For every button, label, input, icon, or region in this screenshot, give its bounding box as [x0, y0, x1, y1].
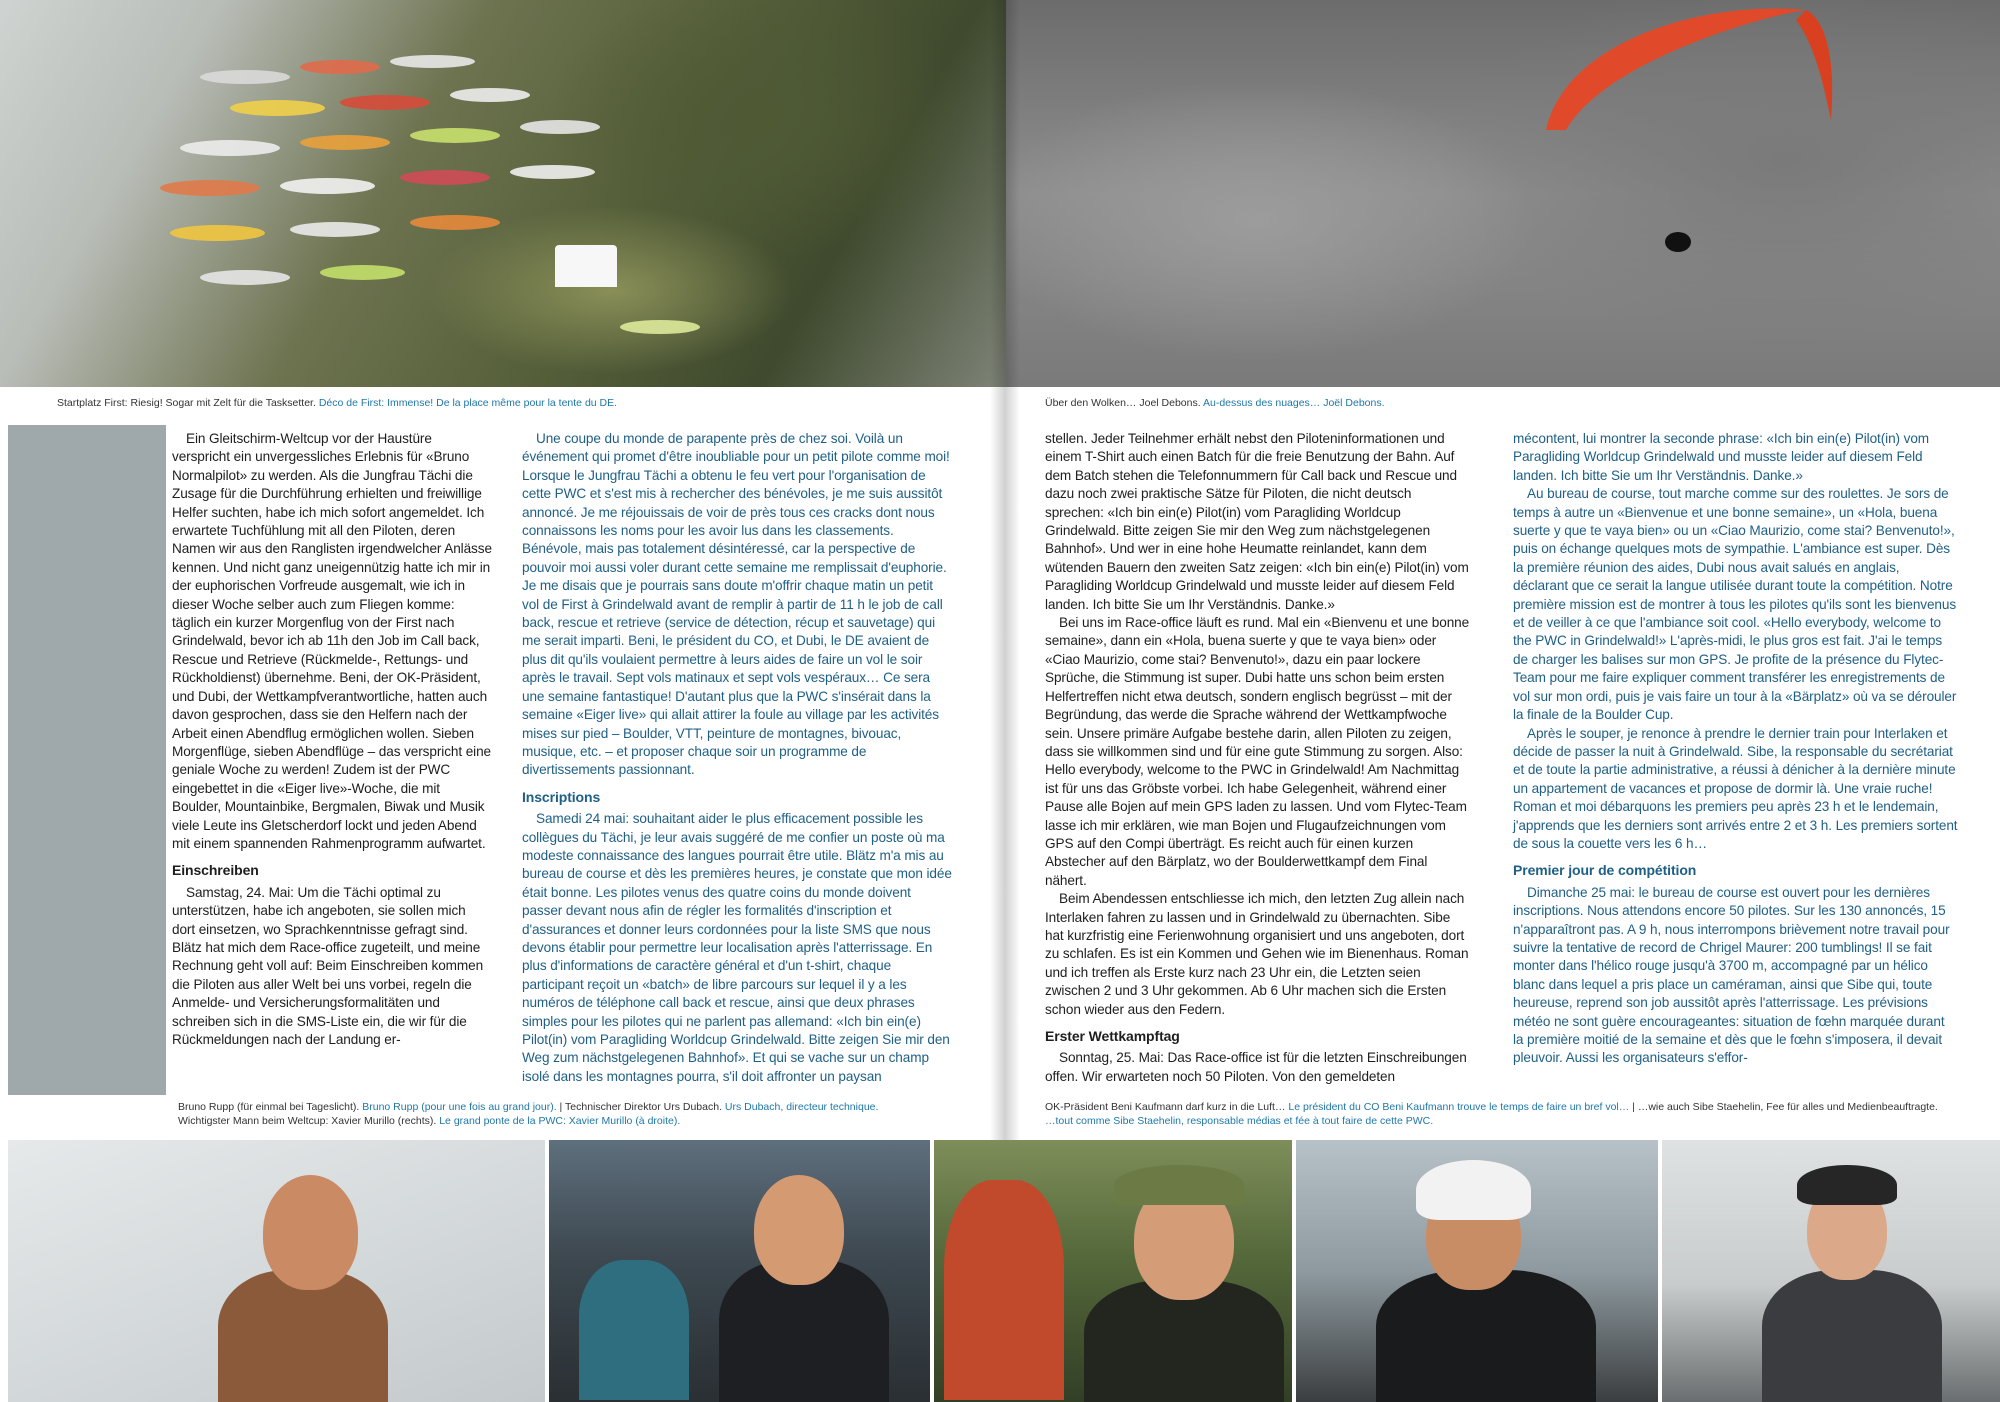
- caption-fr: Déco de First: Immense! De la place même pour la tente du DE.: [318, 397, 618, 409]
- paragraph: Au bureau de course, tout marche comme sur des roulettes. Je sors de temps à autre un «Bienvenue et une bonne semaine», un «Hola, buena suerte y que te vaya bien» ou un «Ciao Maurizio, come stai? Benvenuto!», puis on échange quelques mots de sympathie. L'ambiance est super. Dès la première réunion des aides, Dubi nous avait salués en anglais, déclarant que ce serait la langue utilisée durant toute la compétition. Notre première mission est de montrer à tous les pilotes qu'ils sont les bienvenus et de veiller à ce que l'ambiance soit cool. «Hello everybody, welcome to the PWC in Grindelwald!» L'après-midi, le plus gros est fait. J'ai le temps de charger les balises sur mon GPS. Je profite de la présence du Flytec-Team pour me faire expliquer comment transférer les enregistrements de vol sur mon ordi, puis je vais faire un tour à la «Bärplatz» où va se dérouler la finale de la Boulder Cup.: [1513, 486, 1957, 723]
- photo-bruno-rupp: [8, 1140, 545, 1402]
- photo-beni-kaufmann: [1296, 1140, 1658, 1402]
- caption-fr: Urs Dubach, directeur technique.: [724, 1101, 879, 1113]
- grey-margin-band: [8, 425, 166, 1095]
- paragraph: Sonntag, 25. Mai: Das Race-office ist für die letzten Einschreibungen offen. Wir erwarteten noch 50 Piloten. Von den gemeldeten: [1045, 1050, 1467, 1084]
- column-french-left: [522, 430, 952, 1086]
- paragraph: Beim Abendessen entschliesse ich mich, den letzten Zug allein nach Interlaken fahren zu lassen und in Grindelwald zu übernachten. Sibe hat kurzfristig eine Ferienwohnung organisiert und uns angeboten, dort zu schlafen. Es ist ein Kommen und Gehen wie im Bienenhaus. Roman und ich treffen als Erste kurz nach 23 Uhr ein, die Letzten seien zwischen 2 und 3 Uhr gekommen. Ab 6 Uhr machen sich die Ersten schon wieder aus den Federn.: [1045, 891, 1469, 1017]
- launch-photo-caption: [57, 396, 617, 410]
- paragraph: stellen. Jeder Teilnehmer erhält nebst den Piloteninformationen und einem T-Shirt auch einen Batch für die freie Benutzung der Bahn. Auf dem Batch stehen die Telefonnummern für Call back und Rescue und dazu noch zwei praktische Sätze für Piloten, die nicht deutsch sprechen: «Ich bin ein(e) Pilot(in) vom Paragliding Worldcup Grindelwald. Bitte zeigen Sie mir den Weg zum nächstgelegenen Bahnhof». Und wer in eine hohe Heumatte reinlandet, kann dem wütenden Bauern den zweiten Satz zeigen: «Ich bin ein(e) Pilot(in) vom Paragliding Worldcup Grindelwald und musste leider auf diesem Feld landen. Ich bitte Sie um Ihr Verständnis. Danke.»: [1045, 431, 1469, 612]
- column-german-right: [1045, 430, 1470, 1086]
- white-tent: [555, 245, 617, 287]
- section-heading: Einschreiben: [172, 862, 259, 879]
- photo-urs-dubach: [549, 1140, 930, 1402]
- caption-de: …wie auch Sibe Staehelin, Fee für alles und Medienbeauftragte.: [1637, 1101, 1938, 1113]
- caption-fr: Au-dessus des nuages… Joël Debons.: [1202, 397, 1385, 409]
- section-heading: Erster Wettkampftag: [1045, 1028, 1180, 1044]
- caption-de: Über den Wolken… Joel Debons.: [1045, 397, 1201, 409]
- column-german-left: [172, 430, 492, 1049]
- photo-sibe-staehelin: [1662, 1140, 2000, 1402]
- paragraph: Ein Gleitschirm-Weltcup vor der Haustüre verspricht ein unvergessliches Erlebnis für «Bruno Normalpilot» zu werden. Als die Jungfrau Tächi die Zusage für die Durchführung erhielten und freiwillige Helfer suchten, habe ich mich sofort angemeldet. Ich erwartete Tuchfühlung mit all den Piloten, deren Namen wir aus den Ranglisten irgendwelcher Anlässe kennen. Und nicht ganz uneigennützig hatte ich mir in der euphorischen Vorfreude ausgemalt, wie ich in dieser Woche selber auch zum Fliegen komme: täglich ein kurzer Morgenflug von der First nach Grindelwald, bevor ich ab 11h den Job im Call back, Rescue und Retrieve (Rückmelde-, Rettungs- und Rückholdienst) übernehme. Beni, der OK-Präsident, und Dubi, der Wettkampfverantwortliche, hatten auch davon gesprochen, dass sie den Helfern nach der Arbeit einen Abendflug ermöglichen wollen. Sieben Morgenflüge, sieben Abendflüge – das verspricht eine geniale Woche zu werden! Zudem ist der PWC eingebettet in die «Eiger live»-Woche, die mit Boulder, Mountainbike, Bergmalen, Biwak und Musik viele Leute ins Gletscherdorf lockt und jeden Abend mit einem spannenden Rahmenprogramm aufwartet.: [172, 431, 492, 851]
- photo-xavier-murillo: [934, 1140, 1292, 1402]
- caption-fr: Le grand ponte de la PWC: Xavier Murillo (à droite).: [439, 1115, 681, 1127]
- caption-separator: |: [1632, 1101, 1635, 1113]
- caption-fr: …tout comme Sibe Staehelin, responsable médias et fée à tout faire de cette PWC.: [1045, 1115, 1434, 1127]
- paraglider-wing-icon: [1006, 0, 2000, 387]
- section-heading: Premier jour de compétition: [1513, 862, 1697, 879]
- paragraph: Après le souper, je renonce à prendre le dernier train pour Interlaken et décide de passer la nuit à Grindelwald. Sibe, la responsable du secrétariat et de toute la partie administrative, a réussi à dénicher à la dernière minute un appartement de vacances et propose de dormir là. Une vraie ruche! Roman et moi débarquons les premiers peu après 23 h et le lendemain, j'apprends que les derniers sont arrivés entre 2 et 3 h. Les premiers sortent de sous la couette vers les 6 h…: [1513, 725, 1958, 851]
- bottom-caption-left: [178, 1100, 878, 1128]
- paragraph: mécontent, lui montrer la seconde phrase: «Ich bin ein(e) Pilot(in) vom Paragliding Worldcup Grindelwald und musste leider auf diesem Feld landen. Ich bitte Sie um Ihr Verständnis. Danke.»: [1513, 431, 1930, 483]
- caption-de: Technischer Direktor Urs Dubach.: [565, 1101, 722, 1113]
- section-heading: Inscriptions: [522, 788, 601, 805]
- caption-separator: |: [559, 1101, 563, 1113]
- paragraph: Samedi 24 mai: souhaitant aider le plus efficacement possible les collègues du Tächi, je leur avais suggéré de me confier un poste où ma modeste connaissance des langues pourrait être utile. Blätz m'a mis au bureau de course et dès les premières heures, je constate que mon idée était bonne. Les pilotes venus des quatre coins du monde doivent passer devant nous afin de régler les formalités d'inscription et d'assurances et donner leurs cordonnées pour la liste SMS que nous devons établir pour permettre leur localisation après l'atterrissage. En plus d'informations de caractère général et d'un t-shirt, chaque participant reçoit un «batch» de libre parcours sur lequel il y a les numéros de téléphone call back et rescue, ainsi que deux phrases simples pour les pilotes qui ne parlent pas allemand: «Ich bin ein(e) Pilot(in) vom Paragliding Worldcup Grindelwald. Bitte zeigen Sie mir den Weg zum nächstgelegenen Bahnhof». Et qui se vache sur un champ isolé dans les montagnes pourra, s'il doit affronter un paysan: [522, 811, 952, 1084]
- caption-fr: Le président du CO Beni Kaufmann trouve le temps de faire un bref vol…: [1288, 1101, 1630, 1113]
- paragraph: Dimanche 25 mai: le bureau de course est ouvert pour les dernières inscriptions. Nous attendons encore 50 pilotes. Sur les 130 annoncés, 15 n'apparaîtront pas. A 9 h, nous interrompons brièvement notre travail pour suivre la tentative de record de Chrigel Maurer: 200 tumblings! Il se fait monter dans l'hélico rouge jusqu'à 3700 m, accompagné par un hélico blanc dans lequel a pris place un caméraman, ainsi que Sibe qui, toute heureuse, reprend son job aussitôt après l'atterrissage. Les prévisions météo ne sont guère encourageantes: situation de fœhn marquée durant la première moitié de la semaine et dès que le fœhn s'imposera, il devait pleuvoir. Aussi les organisateurs s'effor-: [1513, 884, 1950, 1066]
- sky-photo-caption: [1045, 396, 1385, 410]
- launch-site-photo: [0, 0, 1006, 387]
- caption-de: Wichtigster Mann beim Weltcup: Xavier Murillo (rechts).: [178, 1115, 437, 1127]
- caption-de: Bruno Rupp (für einmal bei Tageslicht).: [178, 1101, 360, 1113]
- caption-fr: Bruno Rupp (pour une fois au grand jour).: [362, 1101, 557, 1113]
- paragraph: Bei uns im Race-office läuft es rund. Mal ein «Bienvenu et une bonne semaine», dann ein «Hola, buena suerte y que te vaya bien» oder «Ciao Maurizio, come stai? Benvenuto!», dazu ein paar lockere Sprüche, die Stimmung ist super. Dubi hatte uns schon beim ersten Helfertreffen nicht etwa deutsch, sondern englisch begrüsst – mit der Begründung, das werde die Sprache während der Wettkampfwoche sein. Unsere primäre Aufgabe bestehe darin, allen Piloten zu zeigen, dass sie willkommen sind und für eine gute Stimmung zu sorgen. Also: Hello everybody, welcome to the PWC in Grindelwald! Am Nachmittag ist für uns das Gröbste vorbei. Ich habe Gelegenheit, während einer Pause alle Bojen auf mein GPS laden zu lassen. Und vom Flytec-Team lasse ich mir erklären, wie man Bojen und Flugaufzeichnungen vom GPS auf den Compi überträgt. Es reicht auch für einen kurzen Abstecher auf den Bärplatz, wo der Boulderwettkampf dem Final nähert.: [1045, 615, 1470, 888]
- bottom-caption-right: [1045, 1100, 1938, 1128]
- paragraph: Une coupe du monde de parapente près de chez soi. Voilà un événement qui promet d'être inoubliable pour un petit pilote comme moi! Lorsque le Jungfrau Tächi a obtenu le feu vert pour l'organisation de cette PWC et s'est mis à rechercher des bénévoles, je me suis aussitôt annoncé. Je me réjouissais de voir de près tous ces cracks dont nous connaissons les noms pour les avoir lus dans les classements. Bénévole, mais pas totalement désintéressé, car la perspective de pouvoir moi aussi voler durant cette semaine me remplissait d'euphorie. Je me disais que je pourrais sans doute m'offrir chaque matin un petit vol de First à Grindelwald avant de remplir à partir de 11 h le job de call back, rescue et retrieve (service de détection, récup et sauvetage) qui me serait imparti. Beni, le président du CO, et Dubi, le DE avaient de plus dit qu'ils voulaient permettre à leurs aides de faire un vol le soir après le travail. Sept vols matinaux et sept vols vespéraux… Ce sera une semaine fantastique! D'autant plus que la PWC s'insérait dans la semaine «Eiger live» qui allait attirer la foule au village par les activités mises sur pied – Boulder, VTT, peinture de montagnes, bivouac, musique, etc. – et proposer chaque soir un programme de divertissements passionnant.: [522, 431, 950, 778]
- caption-de: OK-Präsident Beni Kaufmann darf kurz in die Luft…: [1045, 1101, 1286, 1113]
- paragraph: Samstag, 24. Mai: Um die Tächi optimal zu unterstützen, habe ich angeboten, sie sollen mich dort einsetzen, wo Sprachkenntnisse gefragt sind. Blätz hat mich dem Race-office zugeteilt, und meine Rechnung geht voll auf: Beim Einschreiben kommen die Piloten aus aller Welt bei uns vorbei, regeln die Anmelde- und Versicherungsformalitäten und schreiben sich in die SMS-Liste ein, die wir für die Rückmeldungen nach der Landung er-: [172, 884, 484, 1047]
- column-french-right: [1513, 430, 1958, 1068]
- caption-de: Startplatz First: Riesig! Sogar mit Zelt für die Tasksetter.: [57, 397, 316, 409]
- paraglider-sky-photo: [1006, 0, 2000, 387]
